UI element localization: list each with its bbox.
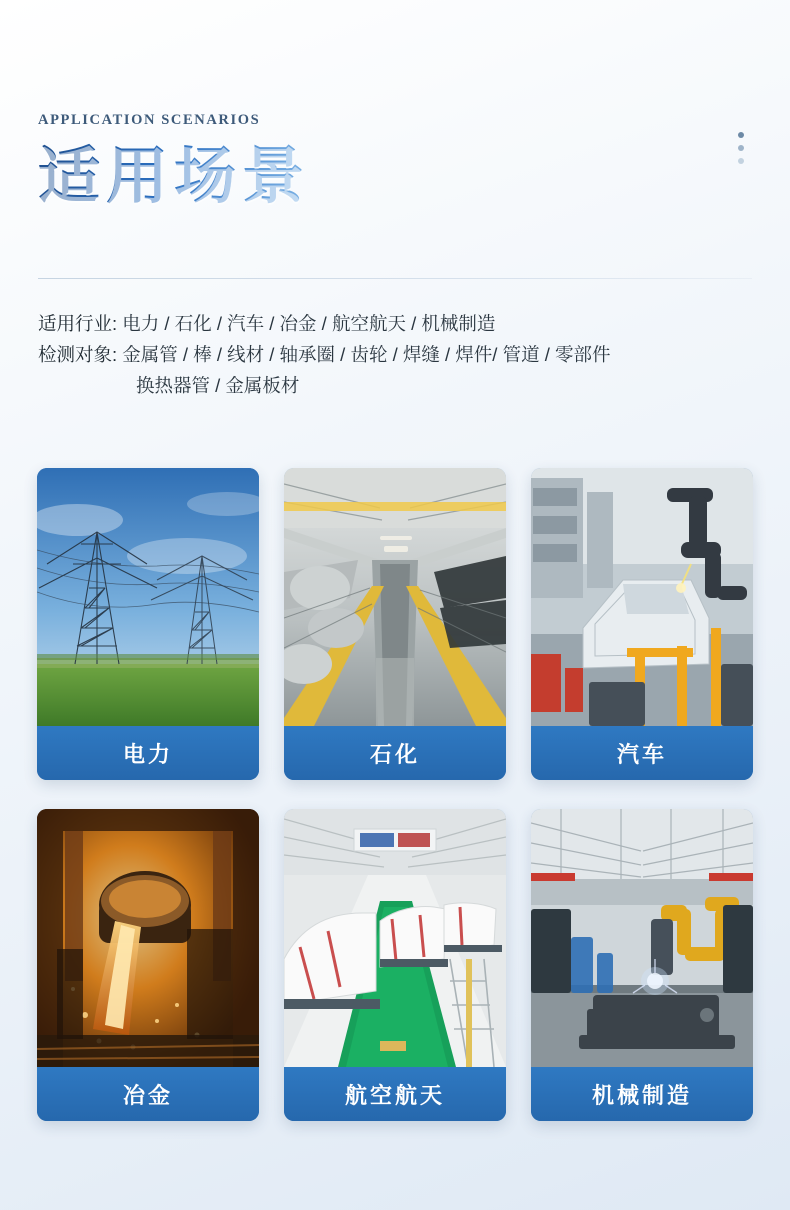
scenario-card-automotive[interactable] <box>531 468 753 780</box>
dot-icon-2[interactable] <box>738 145 744 151</box>
dot-icon-1[interactable] <box>738 132 744 138</box>
spec-row-industry <box>38 308 758 339</box>
card-caption-petrochemical: 石化 <box>284 726 506 780</box>
card-caption-power: 电力 <box>37 726 259 780</box>
machinery-welding-robot-photo <box>531 809 753 1067</box>
card-caption-machinery: 机械制造 <box>531 1067 753 1121</box>
page-title: 适用场景 <box>38 139 311 212</box>
section-eyebrow: APPLICATION SCENARIOS <box>38 112 261 128</box>
card-caption-automotive: 汽车 <box>531 726 753 780</box>
power-transmission-towers-photo <box>37 468 259 726</box>
petrochemical-pipelines-photo <box>284 468 506 726</box>
spec-value-object: 金属管 / 棒 / 线材 / 轴承圈 / 齿轮 / 焊缝 / 焊件/ 管道 / 零部件 <box>122 344 611 365</box>
automotive-robot-assembly-photo <box>531 468 753 726</box>
aerospace-rocket-assembly-photo <box>284 809 506 1067</box>
spec-row-object-line2 <box>38 370 758 401</box>
spec-value-industry: 电力 / 石化 / 汽车 / 冶金 / 航空航天 / 机械制造 <box>122 313 496 334</box>
spec-label-industry: 适用行业: <box>38 313 118 334</box>
spec-list <box>38 308 758 401</box>
scenario-card-metallurgy[interactable] <box>37 809 259 1121</box>
card-caption-metallurgy: 冶金 <box>37 1067 259 1121</box>
spec-value-object-line2: 换热器管 / 金属板材 <box>136 375 300 396</box>
scenario-card-aerospace[interactable] <box>284 809 506 1121</box>
spec-row-object <box>38 339 758 370</box>
header-divider <box>38 278 752 279</box>
spec-label-object: 检测对象: <box>38 344 118 365</box>
slide-indicator-dots[interactable] <box>738 132 744 164</box>
page-header <box>38 112 752 210</box>
scenario-card-grid <box>37 468 753 1121</box>
dot-icon-3[interactable] <box>738 158 744 164</box>
scenario-card-petrochemical[interactable] <box>284 468 506 780</box>
card-caption-aerospace: 航空航天 <box>284 1067 506 1121</box>
scenario-card-power[interactable] <box>37 468 259 780</box>
metallurgy-molten-metal-pour-photo <box>37 809 259 1067</box>
scenario-card-machinery[interactable] <box>531 809 753 1121</box>
